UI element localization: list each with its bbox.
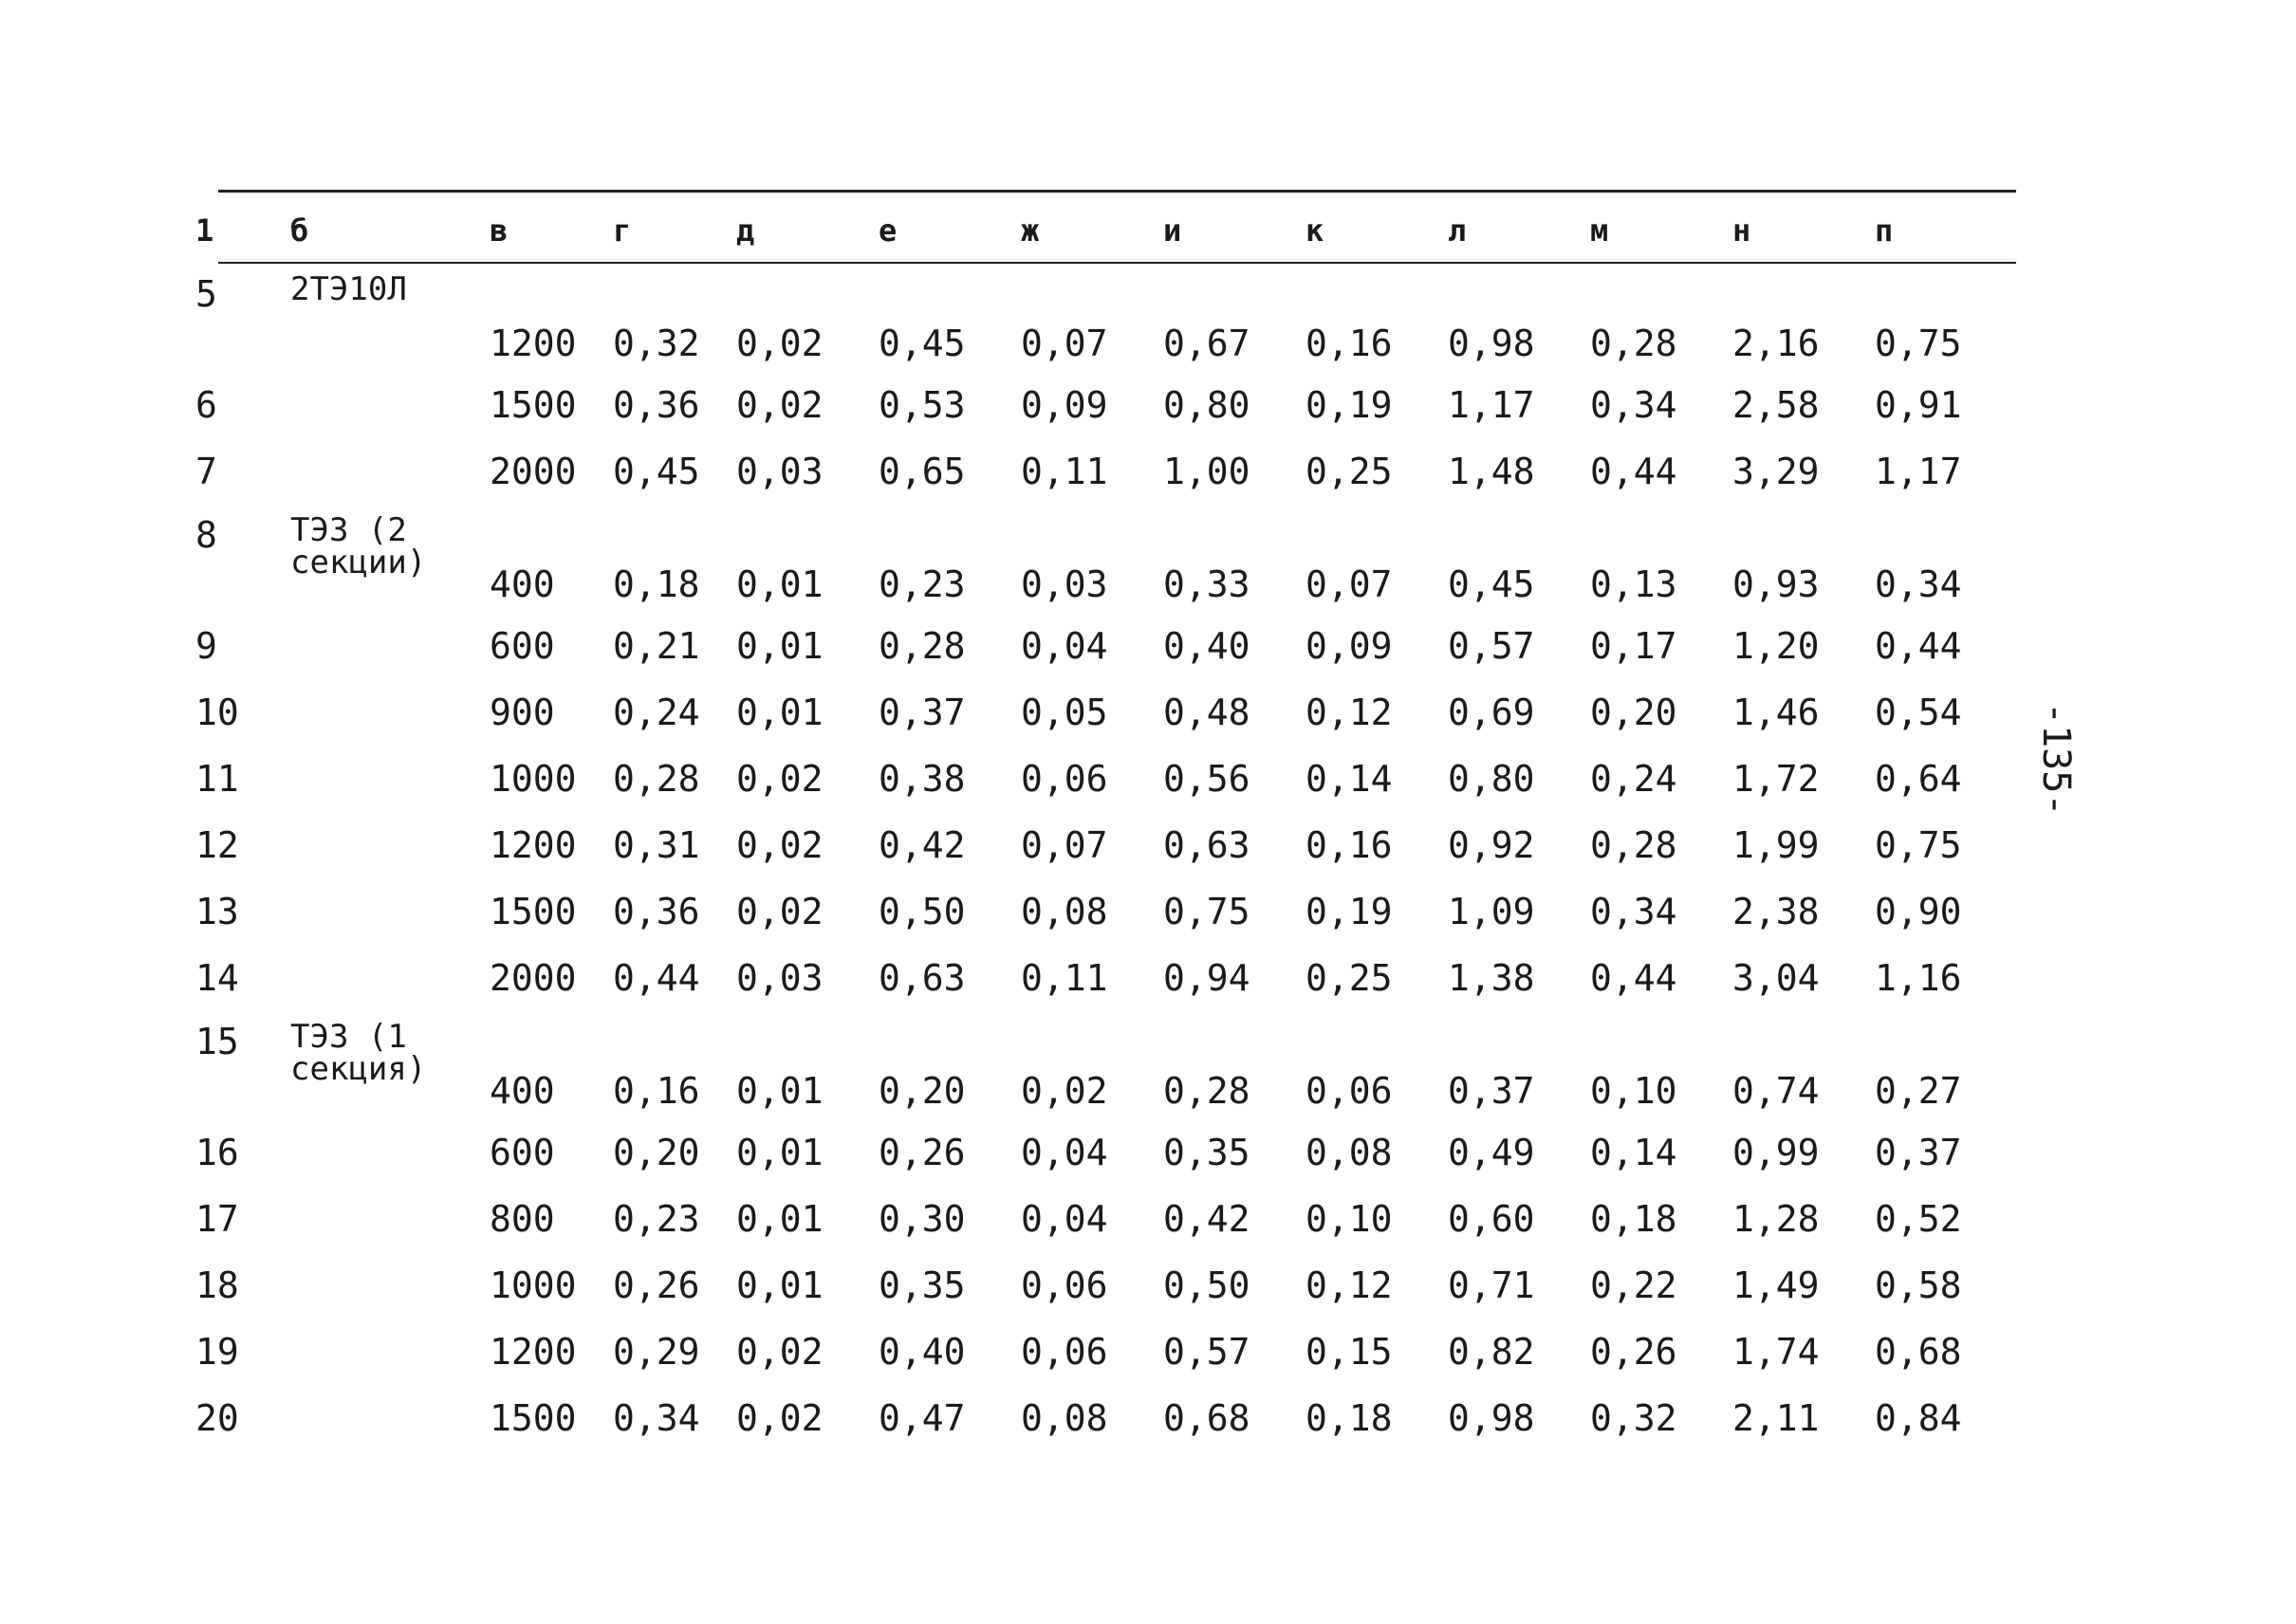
table-cell: 1,46 — [1732, 692, 1820, 733]
row-name — [290, 1385, 490, 1451]
table-cell: 0,29 — [613, 1331, 700, 1373]
table-cell: 0,44 — [1590, 957, 1677, 999]
table-cell: 0,44 — [613, 957, 700, 999]
row-name: ТЭЗ (1 секция) — [290, 1018, 427, 1088]
table-cell: 2000 — [490, 451, 577, 492]
table-cell: 0,69 — [1448, 692, 1535, 733]
table-cell: 1,16 — [1875, 957, 1962, 999]
table-cell: 0,02 — [736, 758, 824, 800]
table-cell: 0,08 — [1021, 891, 1108, 932]
table-cell: 0,67 — [1163, 323, 1250, 364]
table-cell: 0,25 — [1305, 451, 1393, 492]
table-cell: 0,23 — [613, 1198, 700, 1240]
table-cell: 0,26 — [879, 1132, 966, 1173]
table-cell: 2,58 — [1732, 384, 1820, 426]
table-cell: 600 — [490, 1132, 555, 1173]
table-cell: 0,07 — [1021, 824, 1108, 866]
table-cell: 1,00 — [1163, 451, 1250, 492]
table-cell: 3,04 — [1732, 957, 1820, 999]
table-cell: 0,18 — [613, 563, 700, 605]
top-rule — [218, 190, 2016, 193]
table-cell: 0,34 — [1590, 384, 1677, 426]
row-name — [290, 1186, 490, 1252]
table-cell: 0,37 — [1875, 1132, 1962, 1173]
table-cell: 0,14 — [1305, 758, 1393, 800]
table-cell: 0,09 — [1021, 384, 1108, 426]
table-cell: 1,99 — [1732, 824, 1820, 866]
table-cell: 0,12 — [1305, 1264, 1393, 1306]
table-cell: 0,22 — [1590, 1264, 1677, 1306]
table-cell: 0,75 — [1875, 323, 1962, 364]
table-cell: 0,56 — [1163, 758, 1250, 800]
row-number: 15 — [195, 1021, 239, 1062]
table-cell: 0,03 — [1021, 563, 1108, 605]
column-header: л — [1448, 212, 1467, 249]
table-cell: 0,60 — [1448, 1198, 1535, 1240]
table-cell: 1000 — [490, 758, 577, 800]
table-cell: 0,45 — [1448, 563, 1535, 605]
row-name — [290, 1119, 490, 1186]
table-cell: 0,99 — [1732, 1132, 1820, 1173]
table-cell: 0,07 — [1305, 563, 1393, 605]
table-cell: 0,36 — [613, 384, 700, 426]
table-cell: 1200 — [490, 824, 577, 866]
table-cell: 0,26 — [613, 1264, 700, 1306]
column-header: в — [490, 212, 509, 249]
row-name — [290, 679, 490, 746]
table-cell: 0,27 — [1875, 1070, 1962, 1112]
table-cell: 0,68 — [1875, 1331, 1962, 1373]
table-cell: 0,98 — [1448, 1397, 1535, 1439]
table-cell: 0,48 — [1163, 692, 1250, 733]
column-header: к — [1305, 212, 1324, 249]
table-cell: 0,02 — [736, 1331, 824, 1373]
table-cell: 0,53 — [879, 384, 966, 426]
table-cell: 0,34 — [1590, 891, 1677, 932]
table-cell: 0,06 — [1305, 1070, 1393, 1112]
table-cell: 0,16 — [613, 1070, 700, 1112]
table-body — [195, 264, 1998, 1451]
row-name — [290, 945, 490, 1011]
table-cell: 2,38 — [1732, 891, 1820, 932]
table-cell: 0,15 — [1305, 1331, 1393, 1373]
table-cell: 0,58 — [1875, 1264, 1962, 1306]
table-cell: 0,63 — [1163, 824, 1250, 866]
data-table — [195, 197, 1998, 1451]
row-number: 10 — [195, 692, 239, 733]
table-row — [195, 812, 1998, 878]
table-cell: 0,44 — [1875, 625, 1962, 667]
table-cell: 2,16 — [1732, 323, 1820, 364]
table-cell: 0,03 — [736, 451, 824, 492]
table-cell: 0,44 — [1590, 451, 1677, 492]
table-cell: 0,34 — [613, 1397, 700, 1439]
column-header: п — [1875, 212, 1894, 249]
table-cell: 0,19 — [1305, 891, 1393, 932]
table-cell: 0,16 — [1305, 323, 1393, 364]
table-cell: 0,26 — [1590, 1331, 1677, 1373]
column-header: м — [1590, 212, 1609, 249]
row-name — [290, 878, 490, 945]
table-row — [195, 264, 1998, 372]
table-cell: 0,64 — [1875, 758, 1962, 800]
table-cell: 0,40 — [1163, 625, 1250, 667]
table-cell: 0,47 — [879, 1397, 966, 1439]
table-cell: 0,11 — [1021, 451, 1108, 492]
table-row — [195, 679, 1998, 746]
row-number: 19 — [195, 1331, 239, 1373]
table-cell: 0,28 — [879, 625, 966, 667]
row-name — [290, 746, 490, 812]
table-row — [195, 438, 1998, 505]
table-row — [195, 372, 1998, 438]
row-number: 14 — [195, 957, 239, 999]
row-number: 7 — [195, 451, 217, 492]
row-number: 8 — [195, 514, 217, 556]
table-row — [195, 1119, 1998, 1186]
table-cell: 0,11 — [1021, 957, 1108, 999]
table-cell: 2000 — [490, 957, 577, 999]
table-cell: 0,18 — [1590, 1198, 1677, 1240]
column-header: н — [1732, 212, 1751, 249]
table-row — [195, 1011, 1998, 1119]
table-cell: 3,29 — [1732, 451, 1820, 492]
table-cell: 2,11 — [1732, 1397, 1820, 1439]
table-row — [195, 505, 1998, 613]
row-name: ТЭЗ (2 секции) — [290, 511, 427, 581]
table-cell: 0,34 — [1875, 563, 1962, 605]
table-cell: 800 — [490, 1198, 555, 1240]
row-name — [290, 613, 490, 679]
table-cell: 0,08 — [1021, 1397, 1108, 1439]
table-cell: 0,02 — [1021, 1070, 1108, 1112]
table-cell: 0,23 — [879, 563, 966, 605]
row-number: 17 — [195, 1198, 239, 1240]
table-cell: 1200 — [490, 323, 577, 364]
table-cell: 0,75 — [1875, 824, 1962, 866]
table-cell: 0,80 — [1163, 384, 1250, 426]
table-cell: 0,02 — [736, 824, 824, 866]
table-cell: 0,01 — [736, 1132, 824, 1173]
column-header: 1 — [195, 212, 214, 249]
table-row — [195, 746, 1998, 812]
row-name: 2ТЭ10Л — [290, 270, 407, 308]
table-cell: 0,14 — [1590, 1132, 1677, 1173]
table-cell: 0,07 — [1021, 323, 1108, 364]
table-cell: 0,10 — [1305, 1198, 1393, 1240]
table-cell: 0,06 — [1021, 1264, 1108, 1306]
table-cell: 0,08 — [1305, 1132, 1393, 1173]
table-row — [195, 1252, 1998, 1319]
table-cell: 0,21 — [613, 625, 700, 667]
row-name — [290, 372, 490, 438]
table-cell: 0,32 — [1590, 1397, 1677, 1439]
table-cell: 1,74 — [1732, 1331, 1820, 1373]
table-cell: 0,68 — [1163, 1397, 1250, 1439]
table-cell: 0,84 — [1875, 1397, 1962, 1439]
table-cell: 0,13 — [1590, 563, 1677, 605]
table-cell: 0,20 — [1590, 692, 1677, 733]
table-cell: 0,36 — [613, 891, 700, 932]
row-number: 11 — [195, 758, 239, 800]
table-cell: 0,98 — [1448, 323, 1535, 364]
table-cell: 0,45 — [879, 323, 966, 364]
row-number: 13 — [195, 891, 239, 932]
table-cell: 1500 — [490, 1397, 577, 1439]
table-cell: 1,09 — [1448, 891, 1535, 932]
column-header: ж — [1021, 212, 1040, 249]
table-cell: 0,92 — [1448, 824, 1535, 866]
table-cell: 0,01 — [736, 563, 824, 605]
table-cell: 0,38 — [879, 758, 966, 800]
table-cell: 0,45 — [613, 451, 700, 492]
table-cell: 0,50 — [879, 891, 966, 932]
table-cell: 0,18 — [1305, 1397, 1393, 1439]
table-cell: 0,42 — [1163, 1198, 1250, 1240]
table-cell: 0,06 — [1021, 1331, 1108, 1373]
table-cell: 0,35 — [1163, 1132, 1250, 1173]
table-cell: 0,37 — [1448, 1070, 1535, 1112]
table-row — [195, 878, 1998, 945]
table-cell: 1500 — [490, 384, 577, 426]
table-cell: 1,28 — [1732, 1198, 1820, 1240]
table-cell: 0,01 — [736, 625, 824, 667]
table-cell: 0,02 — [736, 323, 824, 364]
table-cell: 0,04 — [1021, 1132, 1108, 1173]
table-cell: 1,48 — [1448, 451, 1535, 492]
table-cell: 0,63 — [879, 957, 966, 999]
table-cell: 1,38 — [1448, 957, 1535, 999]
table-cell: 0,16 — [1305, 824, 1393, 866]
table-cell: 0,42 — [879, 824, 966, 866]
table-cell: 0,30 — [879, 1198, 966, 1240]
table-cell: 1,17 — [1875, 451, 1962, 492]
table-cell: 0,37 — [879, 692, 966, 733]
column-header: г — [613, 212, 632, 249]
row-number: 6 — [195, 384, 217, 426]
table-cell: 0,04 — [1021, 1198, 1108, 1240]
table-cell: 1,72 — [1732, 758, 1820, 800]
table-cell: 0,90 — [1875, 891, 1962, 932]
row-number: 12 — [195, 824, 239, 866]
table-cell: 0,80 — [1448, 758, 1535, 800]
table-cell: 0,03 — [736, 957, 824, 999]
table-cell: 0,17 — [1590, 625, 1677, 667]
table-cell: 0,54 — [1875, 692, 1962, 733]
table-cell: 0,35 — [879, 1264, 966, 1306]
table-cell: 0,01 — [736, 1070, 824, 1112]
row-number: 20 — [195, 1397, 239, 1439]
table-cell: 0,10 — [1590, 1070, 1677, 1112]
table-cell: 0,20 — [613, 1132, 700, 1173]
table-cell: 1,17 — [1448, 384, 1535, 426]
table-cell: 0,65 — [879, 451, 966, 492]
table-row — [195, 1385, 1998, 1451]
table-cell: 0,01 — [736, 692, 824, 733]
table-cell: 0,12 — [1305, 692, 1393, 733]
table-cell: 900 — [490, 692, 555, 733]
column-header: б — [290, 212, 309, 249]
table-cell: 0,28 — [613, 758, 700, 800]
row-number: 18 — [195, 1264, 239, 1306]
table-cell: 0,50 — [1163, 1264, 1250, 1306]
table-cell: 0,01 — [736, 1198, 824, 1240]
table-cell: 0,75 — [1163, 891, 1250, 932]
table-cell: 0,94 — [1163, 957, 1250, 999]
table-cell: 1,20 — [1732, 625, 1820, 667]
table-cell: 0,28 — [1590, 824, 1677, 866]
table-cell: 0,02 — [736, 1397, 824, 1439]
row-number: 16 — [195, 1132, 239, 1173]
table-cell: 0,52 — [1875, 1198, 1962, 1240]
table-cell: 0,05 — [1021, 692, 1108, 733]
row-name — [290, 438, 490, 505]
table-cell: 0,74 — [1732, 1070, 1820, 1112]
table-cell: 0,24 — [1590, 758, 1677, 800]
table-cell: 0,20 — [879, 1070, 966, 1112]
page-number: -135- — [2034, 702, 2078, 817]
table-cell: 0,01 — [736, 1264, 824, 1306]
table-cell: 0,57 — [1448, 625, 1535, 667]
table-cell: 0,82 — [1448, 1331, 1535, 1373]
row-number: 9 — [195, 625, 217, 667]
table-row — [195, 1319, 1998, 1385]
table-cell: 1,49 — [1732, 1264, 1820, 1306]
table-cell: 0,49 — [1448, 1132, 1535, 1173]
table-row — [195, 945, 1998, 1011]
table-cell: 0,31 — [613, 824, 700, 866]
table-cell: 1000 — [490, 1264, 577, 1306]
table-cell: 0,93 — [1732, 563, 1820, 605]
header-row — [195, 197, 1998, 264]
column-header: е — [879, 212, 898, 249]
table-cell: 0,32 — [613, 323, 700, 364]
table-row — [195, 1186, 1998, 1252]
table-cell: 1500 — [490, 891, 577, 932]
table-cell: 0,09 — [1305, 625, 1393, 667]
table-cell: 0,33 — [1163, 563, 1250, 605]
table-cell: 0,02 — [736, 384, 824, 426]
table-cell: 0,71 — [1448, 1264, 1535, 1306]
column-header: и — [1163, 212, 1182, 249]
table-cell: 0,02 — [736, 891, 824, 932]
table-cell: 400 — [490, 1070, 555, 1112]
table-cell: 0,91 — [1875, 384, 1962, 426]
table-cell: 0,28 — [1590, 323, 1677, 364]
table-cell: 0,24 — [613, 692, 700, 733]
table-cell: 0,19 — [1305, 384, 1393, 426]
table-row — [195, 613, 1998, 679]
table-cell: 1200 — [490, 1331, 577, 1373]
table-cell: 600 — [490, 625, 555, 667]
row-name — [290, 1252, 490, 1319]
row-number: 5 — [195, 273, 217, 315]
table-cell: 0,57 — [1163, 1331, 1250, 1373]
table-cell: 0,25 — [1305, 957, 1393, 999]
table-cell: 0,04 — [1021, 625, 1108, 667]
table-cell: 0,06 — [1021, 758, 1108, 800]
row-name — [290, 1319, 490, 1385]
table-cell: 0,40 — [879, 1331, 966, 1373]
table-cell: 400 — [490, 563, 555, 605]
column-header: д — [736, 212, 755, 249]
table-cell: 0,28 — [1163, 1070, 1250, 1112]
row-name — [290, 812, 490, 878]
